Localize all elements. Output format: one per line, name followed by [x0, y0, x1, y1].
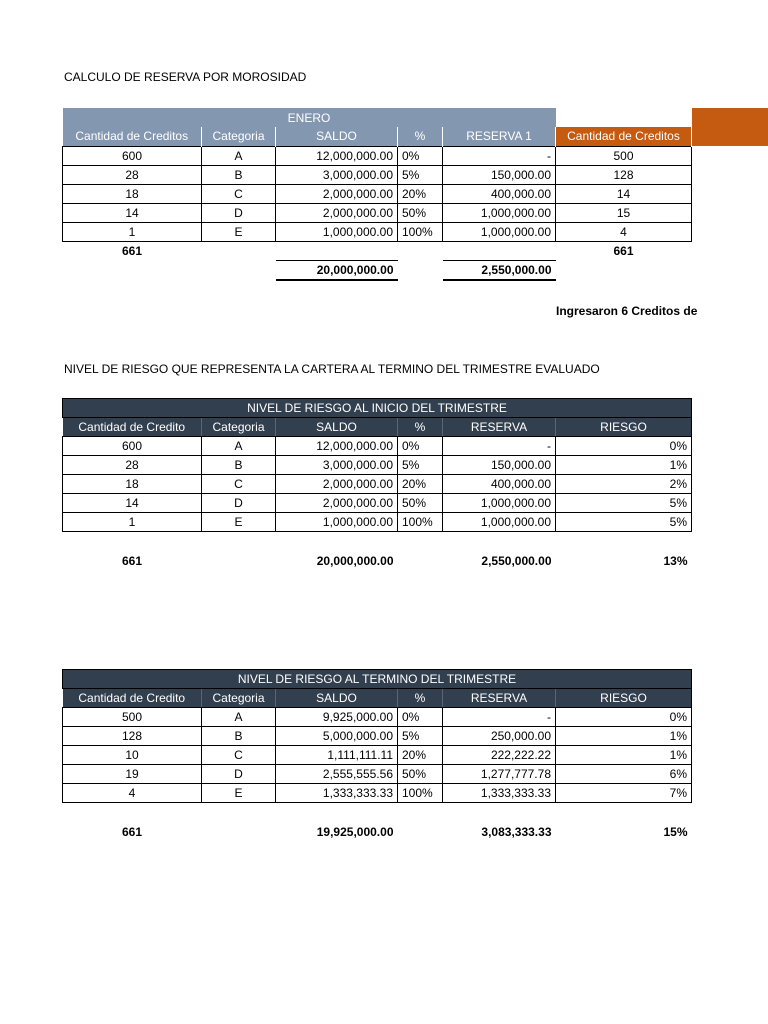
- categoria-cell: A: [202, 437, 276, 456]
- last-cell: 1%: [556, 727, 692, 746]
- col-header: SALDO: [276, 127, 398, 146]
- last-cell: 500: [556, 146, 692, 165]
- total-count: 661: [121, 554, 143, 568]
- reserva-table-enero: [62, 108, 692, 281]
- reserva-cell: 222,222.22: [443, 746, 556, 765]
- banner-inicio: NIVEL DE RIESGO AL INICIO DEL TRIMESTRE: [63, 399, 692, 418]
- total-reserva: 3,083,333.33: [481, 825, 552, 839]
- saldo-cell: 2,555,555.56: [276, 765, 398, 784]
- count-cell: 10: [63, 746, 202, 765]
- categoria-cell: B: [202, 165, 276, 184]
- last-cell: 128: [556, 165, 692, 184]
- saldo-cell: 1,000,000.00: [276, 222, 398, 241]
- reserva-cell: 1,000,000.00: [443, 222, 556, 241]
- col-header: Cantidad de Creditos: [556, 127, 692, 146]
- total-riesgo: 13%: [663, 554, 688, 568]
- col-header: %: [398, 418, 443, 437]
- pct-cell: 20%: [398, 746, 443, 765]
- categoria-cell: D: [202, 203, 276, 222]
- saldo-cell: 2,000,000.00: [276, 494, 398, 513]
- count-cell: 28: [63, 165, 202, 184]
- categoria-cell: D: [202, 494, 276, 513]
- categoria-cell: A: [202, 146, 276, 165]
- last-cell: 5%: [556, 513, 692, 532]
- table-row: [63, 708, 692, 727]
- reserva-cell: -: [443, 146, 556, 165]
- table-row: [63, 727, 692, 746]
- table-row: [63, 456, 692, 475]
- total-saldo: 20,000,000.00: [316, 554, 394, 568]
- table-row: [63, 475, 692, 494]
- saldo-cell: 12,000,000.00: [276, 437, 398, 456]
- categoria-cell: D: [202, 765, 276, 784]
- col-header: Categoria: [202, 689, 276, 708]
- reserva-cell: 150,000.00: [443, 165, 556, 184]
- table-total-amount-row: [63, 260, 692, 280]
- saldo-cell: 2,000,000.00: [276, 184, 398, 203]
- riesgo-termino-table: [62, 669, 692, 842]
- banner-termino: NIVEL DE RIESGO AL TERMINO DEL TRIMESTRE: [63, 670, 692, 689]
- col-header: Cantidad de Credito: [63, 689, 202, 708]
- last-cell: 7%: [556, 784, 692, 803]
- saldo-cell: 3,000,000.00: [276, 456, 398, 475]
- table-row: [63, 437, 692, 456]
- pct-cell: 50%: [398, 203, 443, 222]
- table-header-row: [63, 418, 692, 437]
- last-cell: 1%: [556, 456, 692, 475]
- count-cell: 18: [63, 475, 202, 494]
- total-count: 661: [121, 243, 143, 258]
- categoria-cell: C: [202, 475, 276, 494]
- col-header: %: [398, 689, 443, 708]
- last-cell: 5%: [556, 494, 692, 513]
- col-header: RESERVA: [443, 418, 556, 437]
- col-header: Cantidad de Credito: [63, 418, 202, 437]
- last-cell: 0%: [556, 437, 692, 456]
- categoria-cell: C: [202, 184, 276, 203]
- reserva-cell: 150,000.00: [443, 456, 556, 475]
- saldo-cell: 1,111,111.11: [276, 746, 398, 765]
- pct-cell: 50%: [398, 494, 443, 513]
- categoria-cell: B: [202, 456, 276, 475]
- table-row: [63, 784, 692, 803]
- categoria-cell: B: [202, 727, 276, 746]
- orange-header-strip: [691, 108, 768, 146]
- banner-enero: ENERO: [63, 108, 556, 127]
- pct-cell: 5%: [398, 727, 443, 746]
- table-row: [63, 203, 692, 222]
- count-cell: 600: [63, 437, 202, 456]
- count-cell: 18: [63, 184, 202, 203]
- count-cell: 14: [63, 494, 202, 513]
- reserva-cell: 1,000,000.00: [443, 203, 556, 222]
- reserva-cell: 400,000.00: [443, 184, 556, 203]
- count-cell: 600: [63, 146, 202, 165]
- col-header: %: [398, 127, 443, 146]
- table-banner-row: [63, 670, 692, 689]
- table-row: [63, 746, 692, 765]
- col-header: RESERVA: [443, 689, 556, 708]
- last-cell: 14: [556, 184, 692, 203]
- table-total-row: [63, 823, 692, 842]
- pct-cell: 5%: [398, 456, 443, 475]
- count-cell: 14: [63, 203, 202, 222]
- riesgo-inicio-table: [62, 398, 692, 571]
- pct-cell: 100%: [398, 513, 443, 532]
- saldo-cell: 1,000,000.00: [276, 513, 398, 532]
- table-row: [63, 165, 692, 184]
- count-cell: 19: [63, 765, 202, 784]
- pct-cell: 50%: [398, 765, 443, 784]
- note-text: Ingresaron 6 Creditos de: [556, 304, 698, 318]
- last-cell: 0%: [556, 708, 692, 727]
- total-riesgo: 15%: [663, 825, 688, 839]
- pct-cell: 0%: [398, 708, 443, 727]
- pct-cell: 20%: [398, 475, 443, 494]
- saldo-cell: 3,000,000.00: [276, 165, 398, 184]
- total-count-right: 661: [613, 243, 634, 258]
- table-row: [63, 222, 692, 241]
- categoria-cell: E: [202, 513, 276, 532]
- page-title: CALCULO DE RESERVA POR MOROSIDAD: [64, 70, 307, 84]
- count-cell: 28: [63, 456, 202, 475]
- reserva-cell: 400,000.00: [443, 475, 556, 494]
- pct-cell: 20%: [398, 184, 443, 203]
- saldo-cell: 2,000,000.00: [276, 203, 398, 222]
- saldo-cell: 2,000,000.00: [276, 475, 398, 494]
- last-cell: 6%: [556, 765, 692, 784]
- table-banner-row: [63, 399, 692, 418]
- pct-cell: 0%: [398, 146, 443, 165]
- total-count: 661: [121, 825, 143, 839]
- count-cell: 1: [63, 513, 202, 532]
- saldo-cell: 9,925,000.00: [276, 708, 398, 727]
- table-row: [63, 513, 692, 532]
- table-row: [63, 765, 692, 784]
- pct-cell: 0%: [398, 437, 443, 456]
- total-saldo: 20,000,000.00: [276, 260, 398, 280]
- reserva-cell: -: [443, 437, 556, 456]
- col-header: Cantidad de Creditos: [63, 127, 202, 146]
- saldo-cell: 5,000,000.00: [276, 727, 398, 746]
- last-cell: 2%: [556, 475, 692, 494]
- pct-cell: 100%: [398, 222, 443, 241]
- reserva-cell: -: [443, 708, 556, 727]
- categoria-cell: E: [202, 222, 276, 241]
- col-header: Categoria: [202, 127, 276, 146]
- total-reserva: 2,550,000.00: [443, 260, 556, 280]
- col-header: RIESGO: [556, 418, 692, 437]
- col-header: RESERVA 1: [443, 127, 556, 146]
- categoria-cell: A: [202, 708, 276, 727]
- last-cell: 15: [556, 203, 692, 222]
- pct-cell: 5%: [398, 165, 443, 184]
- table-row: [63, 146, 692, 165]
- table-total-count-row: [63, 241, 692, 260]
- col-header: SALDO: [276, 689, 398, 708]
- table-row: [63, 184, 692, 203]
- reserva-cell: 1,277,777.78: [443, 765, 556, 784]
- table-header-row: [63, 127, 692, 146]
- count-cell: 128: [63, 727, 202, 746]
- section-title: NIVEL DE RIESGO QUE REPRESENTA LA CARTERA AL TERMINO DEL TRIMESTRE EVALUADO: [64, 362, 600, 376]
- col-header: RIESGO: [556, 689, 692, 708]
- table-row: [63, 494, 692, 513]
- count-cell: 500: [63, 708, 202, 727]
- total-saldo: 19,925,000.00: [316, 825, 394, 839]
- reserva-cell: 1,000,000.00: [443, 513, 556, 532]
- saldo-cell: 12,000,000.00: [276, 146, 398, 165]
- total-reserva: 2,550,000.00: [481, 554, 552, 568]
- count-cell: 4: [63, 784, 202, 803]
- pct-cell: 100%: [398, 784, 443, 803]
- last-cell: 4: [556, 222, 692, 241]
- col-header: Categoria: [202, 418, 276, 437]
- table-total-row: [63, 552, 692, 571]
- col-header: SALDO: [276, 418, 398, 437]
- saldo-cell: 1,333,333.33: [276, 784, 398, 803]
- table-header-row: [63, 689, 692, 708]
- reserva-cell: 250,000.00: [443, 727, 556, 746]
- reserva-cell: 1,000,000.00: [443, 494, 556, 513]
- categoria-cell: E: [202, 784, 276, 803]
- last-cell: 1%: [556, 746, 692, 765]
- count-cell: 1: [63, 222, 202, 241]
- reserva-cell: 1,333,333.33: [443, 784, 556, 803]
- categoria-cell: C: [202, 746, 276, 765]
- table-banner-row: [63, 108, 692, 127]
